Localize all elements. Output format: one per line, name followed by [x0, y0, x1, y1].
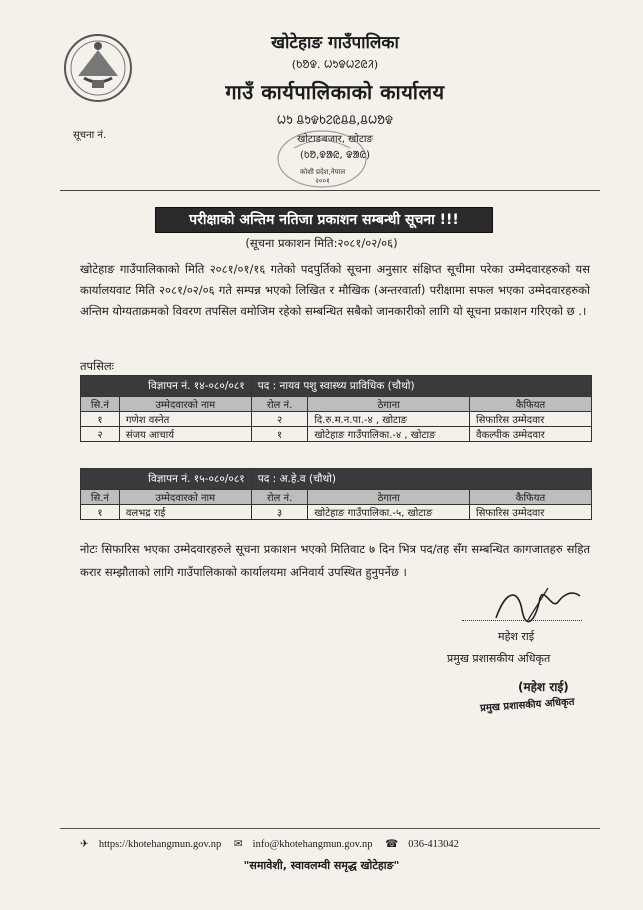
cell-remarks: सिफारिस उम्मेदवार [470, 412, 592, 427]
cell-sn: २ [81, 427, 120, 442]
table-row [81, 412, 592, 427]
email-icon: ✉ [233, 839, 243, 850]
notice-title: परीक्षाको अन्तिम नतिजा प्रकाशन सम्बन्धी सूचना !!! [155, 207, 493, 233]
publish-date: (सूचना प्रकाशन मिति:२०८१/०२/०६) [245, 236, 398, 250]
table-row [81, 505, 592, 520]
cell-sn: १ [81, 505, 120, 520]
signatory-name: महेश राई [498, 630, 535, 643]
results-table-2 [80, 468, 592, 520]
phone-icon: ☎ [385, 839, 399, 850]
col-remarks: कैफियत [470, 397, 592, 412]
cell-name: गणेश वस्नेत [119, 412, 251, 427]
cell-roll: ३ [251, 505, 308, 520]
table-1-header [81, 376, 592, 397]
stamp-number: २००१ [315, 177, 330, 185]
ad-number: विज्ञापन नं. १५-०८०/०८१ [81, 469, 252, 490]
cell-remarks: वैकल्पीक उम्मेदवार [470, 427, 592, 442]
cell-address: खोटेहाङ गाउँपालिका.-४ , खोटाङ [308, 427, 470, 442]
notice-number-label: सूचना नं. [73, 130, 107, 141]
results-table-1 [80, 375, 592, 442]
globe-icon: ✈ [80, 839, 89, 850]
footer-contacts [80, 838, 600, 850]
table-2-column-headers [81, 490, 592, 505]
notice-body: खोटेहाङ गाउँपालिकाको मिति २०८१/०१/१६ गतेको पदपुर्तिको सूचना अनुसार संक्षिप्त सूचीमा परेका उम्मेदवारहरुको यस कार्यालयवाट मिति २०८१/०२/०६ गते सम्पन्न भएको लिखित र मौखिक (अन्तरवार्ता) परीक्षामा सफल भएका उम्मेदवारहरुको अन्तिम योग्यताक्रमको विवरण तपसिल वमोजिम रहेको सम्बन्धित सबैको जानकारीको लागि यो सूचना प्रकाशन गरिएको छ .। [80, 262, 590, 318]
stamp-province: कोशी प्रदेश,नेपाल [300, 168, 346, 176]
nepal-emblem-icon [62, 32, 134, 104]
col-address: ठेगाना [308, 490, 470, 505]
notice-note: नोटः सिफारिस भएका उम्मेदवारहरुले सूचना प्रकाशन भएको मितिवाट ७ दिन भित्र पद/तह सँग सम्बन्धित कागजातहरु सहित करार सम्झौताको लागि गाउँपालिकाको कार्यालयमा अनिवार्य उपस्थित हुनुपर्नेछ । [80, 542, 590, 579]
office-address-latin: (ᱠᱚ,ᱫᱟᱭ, ᱫᱟᱭ) [299, 150, 371, 161]
col-sn: सि.नं [81, 490, 120, 505]
col-roll: रोल नं. [251, 490, 308, 505]
cell-remarks: सिफारिस उम्मेदवार [470, 505, 592, 520]
header-divider [60, 190, 600, 191]
col-sn: सि.नं [81, 397, 120, 412]
table-2-header [81, 469, 592, 490]
office-address: खोटाङबजार, खोटाङ [297, 134, 373, 145]
email-link[interactable]: info@khotehangmun.gov.np [252, 839, 373, 850]
office-name: गाउँ कार्यपालिकाको कार्यालय [225, 80, 445, 104]
phone-number: 036-413042 [408, 839, 459, 850]
post-name: पद : नायव पशु स्वास्थ्य प्राविधिक (चौथो) [251, 376, 591, 397]
office-latin-line: ᱦᱩ ᱪᱩᱫᱠᱮᱭᱪᱪ,ᱪᱦᱚᱫ [276, 113, 394, 127]
cell-address: दि.रु.म.न.पा.-४ , खोटाङ [308, 412, 470, 427]
col-remarks: कैफियत [470, 490, 592, 505]
signature-line [462, 620, 582, 621]
municipality-latin-line: (ᱠᱚᱫ. ᱦᱩᱫᱦᱮᱭᱤ) [291, 58, 379, 71]
table-row [81, 427, 592, 442]
stamp-text [300, 168, 345, 186]
cell-roll: १ [251, 427, 308, 442]
municipality-name: खोटेहाङ गाउँपालिका [271, 33, 399, 53]
footer-divider [60, 828, 600, 829]
website-link[interactable]: https://khotehangmun.gov.np [98, 839, 222, 850]
col-roll: रोल नं. [251, 397, 308, 412]
footer-motto: "समावेशी, स्वावलम्वी समृद्ध खोटेहाङ" [243, 859, 400, 872]
details-label: तपसिलः [80, 359, 114, 373]
cell-address: खोटेहाङ गाउँपालिका.-५, खोटाङ [308, 505, 470, 520]
cell-roll: २ [251, 412, 308, 427]
cell-sn: १ [81, 412, 120, 427]
table-1-column-headers [81, 397, 592, 412]
signatory-stamp-title: प्रमुख प्रशासकीय अधिकृत [479, 696, 575, 715]
post-name: पद : अ.हे.व (चौथो) [251, 469, 591, 490]
col-name: उम्मेदवारको नाम [119, 397, 251, 412]
col-name: उम्मेदवारको नाम [119, 490, 251, 505]
signature-icon [488, 580, 588, 630]
cell-name: वलभद्र राई [119, 505, 251, 520]
col-address: ठेगाना [308, 397, 470, 412]
signatory-stamp-name: (महेश राई) [518, 680, 569, 694]
signatory-title: प्रमुख प्रशासकीय अधिकृत [447, 652, 551, 665]
cell-name: संजय आचार्य [119, 427, 251, 442]
ad-number: विज्ञापन नं. १४-०८०/०८१ [81, 376, 252, 397]
